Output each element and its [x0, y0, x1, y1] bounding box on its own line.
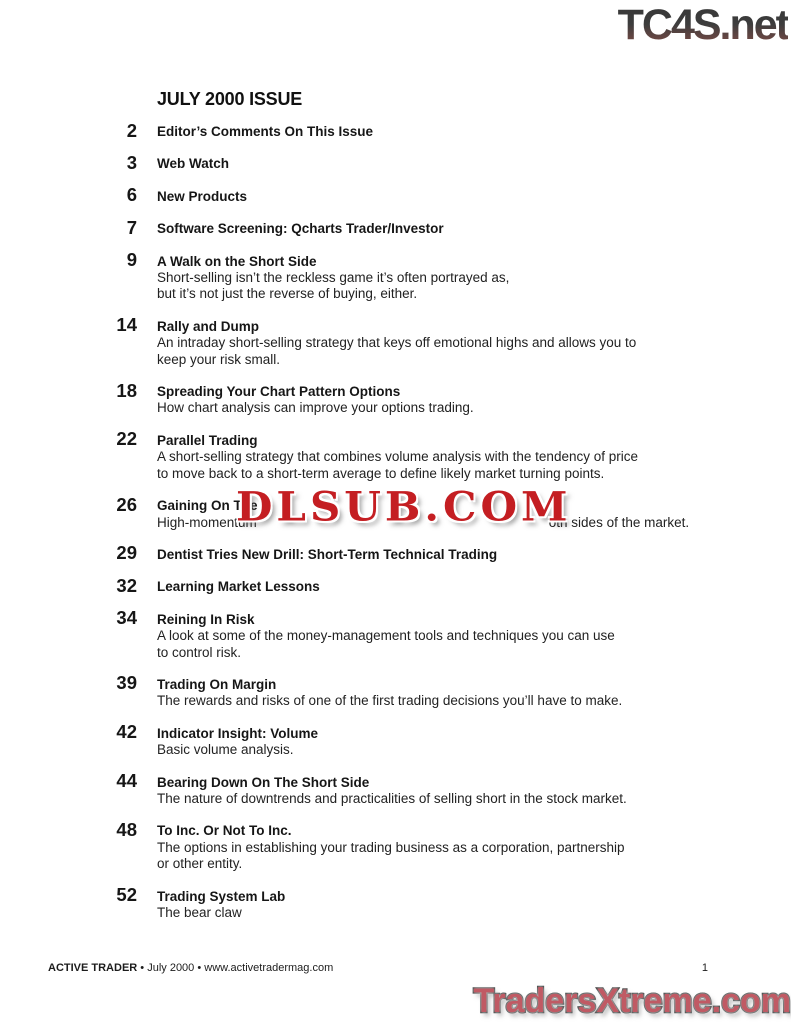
- toc-item-body: [157, 547, 497, 563]
- toc-item-body: [157, 189, 247, 205]
- toc-item-page-number: 6: [126, 184, 137, 206]
- toc-item-body: [157, 612, 615, 661]
- toc-item-description-line: The rewards and risks of one of the first trading decisions you’ll have to make.: [157, 693, 623, 709]
- toc-item-title: A Walk on the Short Side: [157, 253, 317, 269]
- toc-item: [71, 574, 731, 596]
- description-fragment-start: High-momentum: [157, 514, 257, 530]
- toc-item-title: Reining In Risk: [157, 611, 255, 627]
- toc-item-body: [157, 889, 285, 922]
- toc-item-description-line: to control risk.: [157, 644, 242, 660]
- toc-item-title: Spreading Your Chart Pattern Options: [157, 384, 401, 400]
- toc-item-body: [157, 579, 320, 595]
- toc-item-body: [157, 677, 622, 710]
- toc-item: [71, 428, 731, 482]
- toc-item-page-number: 2: [126, 119, 137, 141]
- toc-item-title: Dentist Tries New Drill: Short-Term Technical Trading: [157, 546, 498, 562]
- toc-item-page-number: 39: [116, 672, 137, 694]
- toc-item-body: [157, 156, 229, 172]
- toc-item: [71, 119, 731, 141]
- toc-item-body: [157, 433, 638, 482]
- toc-item: [71, 151, 731, 173]
- toc-item-page-number: 52: [116, 884, 137, 906]
- toc-item-page-number: 34: [116, 607, 137, 629]
- issue-heading: JULY 2000 ISSUE: [157, 89, 303, 109]
- toc-item: [71, 884, 731, 922]
- toc-item-description-line: The options in establishing your trading business as a corporation, partnership: [157, 839, 625, 855]
- toc-item-body: [157, 319, 636, 368]
- toc-item-description-line: Basic volume analysis.: [157, 742, 294, 758]
- toc-item-title: Bearing Down On The Short Side: [157, 774, 370, 790]
- toc-item-page-number: 29: [116, 542, 137, 564]
- toc-item-body: [157, 221, 444, 237]
- toc-item-body: [157, 124, 373, 140]
- toc-item-body: [157, 254, 509, 303]
- toc-item-description-line: An intraday short-selling strategy that keys off emotional highs and allows you to: [157, 335, 637, 351]
- toc-item-description-line: or other entity.: [157, 856, 243, 872]
- toc-item: [71, 770, 731, 808]
- page-number: 1: [701, 962, 708, 974]
- toc-item-title: Web Watch: [157, 156, 230, 172]
- toc-item-page-number: 26: [116, 493, 137, 515]
- toc-item: [71, 314, 731, 368]
- toc-item-description-line: keep your risk small.: [157, 351, 281, 367]
- footer-magazine-name: ACTIVE TRADER: [48, 962, 138, 974]
- toc-item-description-line: The nature of downtrends and practicalities of selling short in the stock market.: [157, 790, 627, 806]
- toc-item-description-line: A look at some of the money-management tools and techniques you can use: [157, 628, 615, 644]
- description-fragment-end: oth sides of the market.: [548, 514, 690, 530]
- toc-item-title: Parallel Trading: [157, 432, 258, 448]
- toc-item: [71, 818, 731, 872]
- toc-item-title: Editor’s Comments On This Issue: [157, 124, 374, 139]
- toc-item-title: Trading On Margin: [157, 676, 277, 692]
- toc-item-title: Gaining On The: [157, 498, 258, 514]
- toc-item-body: [157, 823, 625, 872]
- toc-item-page-number: 7: [126, 216, 137, 238]
- toc-item-title: Trading System Lab: [157, 888, 286, 904]
- page-footer: [48, 962, 708, 975]
- toc-list: [71, 119, 731, 937]
- toc-item: [71, 721, 731, 759]
- tc4s-watermark: TC4S.net: [617, 1, 788, 49]
- dlsub-watermark: DLSUB.COM: [236, 483, 572, 531]
- tradersxtreme-watermark: TradersXtreme.com: [473, 982, 791, 1020]
- toc-item-page-number: 18: [116, 379, 137, 401]
- toc-item-title: New Products: [157, 188, 248, 204]
- toc-item-description-line: How chart analysis can improve your options trading.: [157, 400, 474, 416]
- toc-item-title: Indicator Insight: Volume: [157, 725, 319, 741]
- toc-item-page-number: 22: [116, 428, 137, 450]
- toc-item-body: [157, 726, 318, 759]
- toc-item-description-line: A short-selling strategy that combines volume analysis with the tendency of price: [157, 449, 638, 465]
- toc-item: [71, 672, 731, 710]
- toc-item-body: [157, 384, 474, 417]
- toc-item-description-line: The bear claw: [157, 905, 242, 920]
- footer-publication-info: [48, 962, 333, 975]
- toc-item-page-number: 44: [116, 770, 137, 792]
- toc-item-page-number: 14: [116, 314, 137, 336]
- footer-issue-details: • July 2000 • www.activetradermag.com: [140, 962, 334, 974]
- toc-item-page-number: 42: [116, 721, 137, 743]
- toc-item-title: To Inc. Or Not To Inc.: [157, 823, 292, 839]
- toc-item-page-number: 9: [126, 249, 137, 271]
- toc-item-page-number: 3: [126, 151, 137, 173]
- toc-item: [71, 216, 731, 238]
- toc-item-page-number: 48: [116, 818, 137, 840]
- toc-item-description-line: to move back to a short-term average to define likely market turning points.: [157, 465, 605, 481]
- toc-item: [71, 607, 731, 661]
- toc-item-title: Software Screening: Qcharts Trader/Investor: [157, 221, 444, 237]
- toc-item-description-line: but it’s not just the reverse of buying, either.: [157, 286, 418, 302]
- toc-item-description-line: Short-selling isn’t the reckless game it’s often portrayed as,: [157, 270, 510, 286]
- toc-item-title: Rally and Dump: [157, 318, 260, 334]
- toc-item: [71, 249, 731, 303]
- toc-item-title: Learning Market Lessons: [157, 579, 320, 595]
- toc-item-body: [157, 775, 627, 808]
- toc-item: [71, 379, 731, 417]
- toc-item: [71, 542, 731, 564]
- toc-item: [71, 184, 731, 206]
- toc-item-page-number: 32: [116, 574, 137, 596]
